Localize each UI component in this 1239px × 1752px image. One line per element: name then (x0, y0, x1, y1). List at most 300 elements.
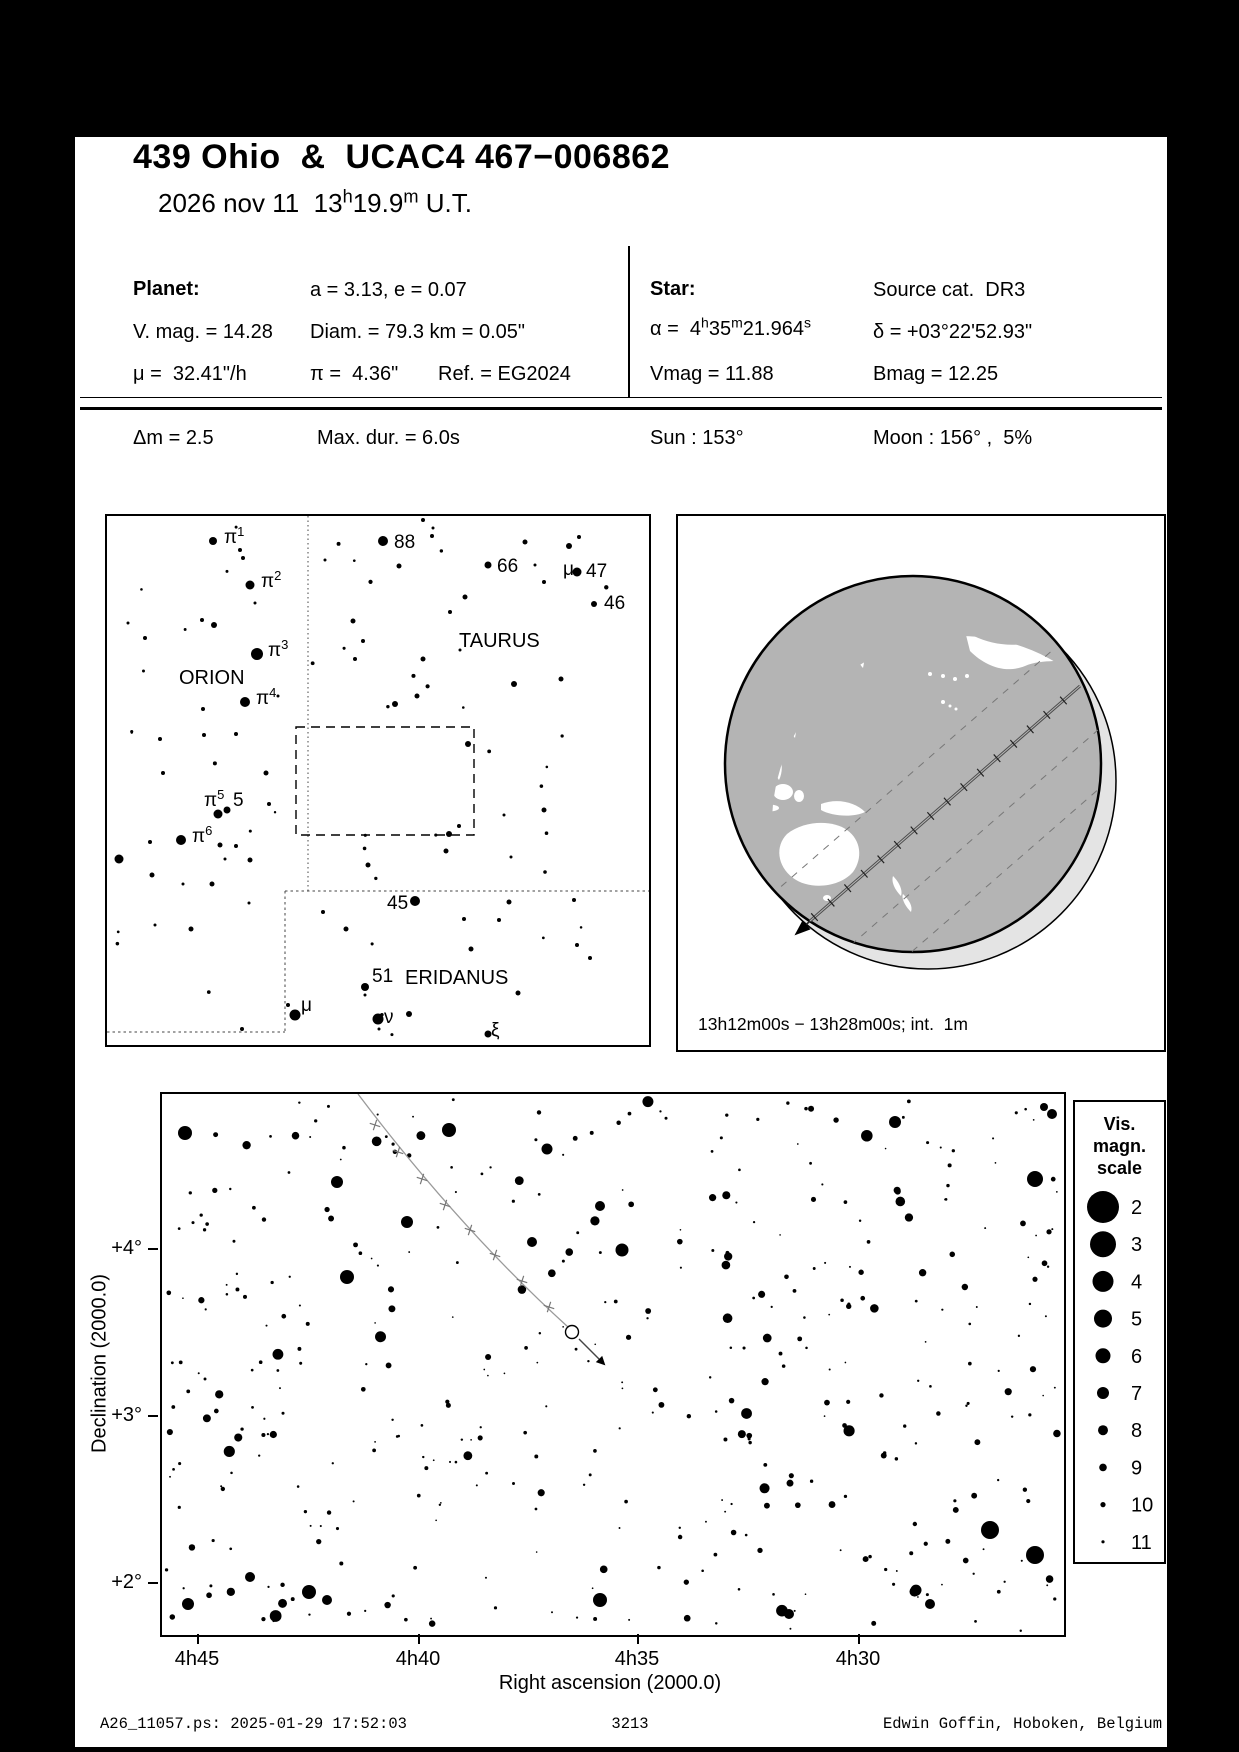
star-bmag: Bmag = 12.25 (873, 363, 999, 385)
planet-diameter: Diam. = 79.3 km = 0.05" (310, 321, 525, 343)
field-star-dot (926, 1593, 929, 1596)
field-star-dot (678, 1535, 682, 1539)
field-star-dot (665, 1117, 668, 1120)
field-star-dot (593, 1449, 597, 1453)
field-star-dot (687, 1414, 691, 1418)
field-star-dot (263, 1418, 265, 1420)
field-star-dot (974, 1439, 980, 1445)
landmass-island (953, 677, 957, 681)
field-star-dot (538, 1193, 541, 1196)
field-star-dot (540, 784, 544, 788)
named-star-dot (290, 1010, 301, 1021)
field-star-dot (562, 1326, 564, 1328)
field-star-dot (353, 559, 356, 562)
field-star-dot (166, 1290, 171, 1295)
star-dot (154, 924, 157, 927)
field-star-dot (833, 1117, 838, 1122)
field-star-dot (191, 1221, 194, 1224)
field-star-dot (343, 647, 346, 650)
field-star-dot (593, 1617, 597, 1621)
field-star-dot (487, 749, 491, 753)
field-star-dot (214, 1409, 219, 1414)
landmass-island (941, 700, 945, 704)
field-star-dot (973, 1573, 975, 1575)
legend-mag-value: 3 (1131, 1234, 1143, 1257)
field-star-dot (628, 1112, 632, 1116)
field-star-dot (308, 1613, 310, 1615)
field-star-dot (215, 1390, 223, 1398)
field-star-dot (824, 1262, 826, 1264)
field-star-dot (327, 1510, 331, 1514)
field-star-dot (374, 1322, 376, 1324)
field-star-dot (902, 1116, 905, 1119)
field-star-dot (715, 1410, 718, 1413)
field-star-dot (929, 1385, 932, 1388)
field-star-dot (561, 734, 564, 737)
star-dot (446, 831, 452, 837)
footer-page-number: 3213 (611, 1715, 649, 1733)
field-star-dot (730, 1346, 733, 1349)
bright-star-dot (1026, 1546, 1044, 1564)
star-dot (321, 910, 325, 914)
field-star-dot (720, 1136, 723, 1139)
field-star-dot (1028, 1413, 1031, 1416)
field-star-dot (845, 1362, 847, 1364)
field-star-dot (342, 1146, 346, 1150)
field-star-dot (372, 1136, 382, 1146)
bright-star-dot (981, 1521, 999, 1539)
field-star-dot (573, 1136, 578, 1141)
field-star-dot (576, 1616, 578, 1618)
field-star-dot (945, 1539, 950, 1544)
legend-title: scale (1096, 1158, 1143, 1178)
field-star-dot (229, 1188, 231, 1190)
field-star-dot (894, 1187, 901, 1194)
star-dot (432, 527, 435, 530)
field-star-dot (324, 1207, 329, 1212)
star-label: μ (301, 995, 312, 1016)
field-star-dot (270, 1431, 277, 1438)
field-star-dot (846, 1304, 851, 1309)
globe-caption: 13h12m00s − 13h28m00s; int. 1m (698, 1014, 968, 1034)
field-star-dot (298, 1101, 300, 1103)
star-dot (218, 843, 223, 848)
field-star-dot (353, 1500, 355, 1502)
field-star-dot (359, 1251, 363, 1255)
field-star-dot (291, 1597, 295, 1601)
landmass-island (941, 674, 945, 678)
planet-mu: μ = 32.41"/h (133, 363, 247, 385)
field-star-dot (179, 1361, 183, 1365)
field-star-dot (309, 1136, 311, 1138)
named-star-dot (209, 537, 217, 545)
field-star-dot (729, 1398, 735, 1404)
field-star-dot (828, 1314, 830, 1316)
field-star-dot (810, 1480, 813, 1483)
field-star-dot (863, 1556, 869, 1562)
field-star-dot (310, 1525, 312, 1527)
star-dot (542, 808, 547, 813)
bright-star-dot (178, 1126, 192, 1140)
field-star-dot (455, 1191, 457, 1193)
star-label: ν (384, 1007, 394, 1028)
star-dot (361, 639, 365, 643)
constellation-chart-canvas (107, 516, 649, 1045)
field-star-dot (752, 1297, 755, 1300)
star-dot (392, 701, 398, 707)
star-dot (158, 737, 162, 741)
field-star-dot (304, 1510, 307, 1513)
field-star-dot (829, 1501, 836, 1508)
field-star-dot (684, 1580, 689, 1585)
field-star-dot (396, 1435, 399, 1438)
field-star-dot (701, 1569, 704, 1572)
field-star-dot (390, 1033, 393, 1036)
field-star-dot (995, 1162, 997, 1164)
field-star-dot (200, 1213, 203, 1216)
occultation-star-circle (566, 1326, 579, 1339)
field-star-dot (565, 1248, 573, 1256)
star-dot (210, 882, 215, 887)
field-star-dot (764, 1503, 770, 1509)
star-ra: α = 4$^h$35$^m$21.964$^s$ (650, 314, 811, 340)
star-dot (201, 707, 205, 711)
field-star-dot (374, 877, 377, 880)
field-star-dot (551, 1611, 553, 1613)
legend-title: magn. (1092, 1136, 1147, 1156)
field-star-dot (974, 1620, 977, 1623)
field-star-dot (870, 1304, 879, 1313)
field-star-dot (936, 1411, 940, 1415)
star-dec: δ = +03°22'52.93" (873, 321, 1033, 343)
field-star-dot (846, 1400, 850, 1404)
field-star-dot (270, 1281, 273, 1284)
field-star-dot (512, 1200, 515, 1203)
field-star-dot (221, 1487, 225, 1491)
field-star-dot (434, 833, 437, 836)
legend-mag-value: 8 (1131, 1420, 1143, 1443)
field-star-dot (299, 1362, 302, 1365)
field-star-dot (1056, 1191, 1058, 1193)
star-label: 46 (604, 593, 626, 614)
bright-star-dot (527, 1237, 537, 1247)
planet-orbit: a = 3.13, e = 0.07 (310, 279, 467, 301)
field-star-dot (183, 1587, 185, 1589)
field-star-dot (485, 1354, 491, 1360)
field-star-dot (537, 1110, 541, 1114)
field-star-dot (483, 1369, 485, 1371)
star-dot (224, 858, 227, 861)
star-label: 47 (586, 561, 608, 582)
field-star-dot (1024, 1108, 1027, 1111)
planet-heading: Planet: (133, 278, 200, 300)
field-star-dot (782, 1364, 786, 1368)
legend-mag-value: 5 (1131, 1308, 1143, 1331)
field-star-dot (252, 1206, 256, 1210)
field-star-dot (404, 1618, 408, 1622)
field-star-dot (913, 1522, 917, 1526)
field-star-dot (433, 1459, 435, 1461)
legend-mag-dot (1101, 1540, 1104, 1543)
field-star-dot (452, 1098, 455, 1101)
field-star-dot (178, 1462, 181, 1465)
star-label: 66 (497, 556, 519, 577)
field-star-dot (789, 1628, 791, 1630)
bright-star-dot (1027, 1171, 1043, 1187)
field-star-dot (809, 1162, 812, 1165)
field-star-dot (746, 1433, 752, 1439)
field-star-dot (730, 1503, 732, 1505)
bright-star-dot (182, 1598, 194, 1610)
field-star-dot (184, 628, 187, 631)
field-star-dot (646, 1317, 648, 1319)
star-dot (444, 849, 449, 854)
star-dot (510, 856, 513, 859)
field-star-dot (787, 1480, 794, 1487)
field-star-dot (213, 761, 217, 765)
star-dot (469, 947, 474, 952)
field-star-dot (949, 1252, 955, 1258)
star-dot (267, 802, 271, 806)
field-star-dot (262, 1217, 266, 1221)
field-star-dot (386, 705, 389, 708)
constellation-name: TAURUS (459, 630, 540, 652)
field-star-dot (311, 661, 315, 665)
field-star-dot (849, 1266, 851, 1268)
field-star-dot (140, 588, 143, 591)
field-star-dot (725, 1113, 728, 1116)
bright-star-dot (302, 1585, 316, 1599)
field-star-dot (487, 1375, 489, 1377)
field-star-dot (881, 1453, 887, 1459)
page-title: 439 Ohio & UCAC4 467−006862 (133, 138, 671, 176)
field-star-dot (926, 1141, 929, 1144)
field-star-dot (758, 1291, 765, 1298)
named-star-dot (410, 896, 420, 906)
dec-tick-label: +3° (111, 1404, 142, 1426)
field-star-dot (756, 1118, 759, 1121)
star-vmag: Vmag = 11.88 (650, 363, 774, 385)
field-star-dot (408, 1251, 410, 1253)
field-star-dot (189, 1544, 195, 1550)
bright-star-dot (889, 1116, 901, 1128)
field-star-dot (604, 1301, 606, 1303)
field-star-dot (829, 1368, 831, 1370)
field-star-dot (915, 1442, 917, 1444)
field-star-dot (784, 1274, 789, 1279)
field-star-dot (1054, 1387, 1056, 1389)
field-star-dot (172, 1468, 175, 1471)
star-dot (324, 559, 327, 562)
field-star-dot (226, 570, 229, 573)
globe-panel (676, 514, 1166, 1052)
field-star-dot (480, 1426, 482, 1428)
field-star-dot (771, 1306, 773, 1308)
field-star-dot (422, 1456, 424, 1458)
field-star-dot (590, 1131, 594, 1135)
star-dot (523, 540, 528, 545)
star-label: $\pi^2$ (261, 568, 282, 592)
legend-mag-dot (1087, 1191, 1119, 1223)
star-label: $\pi^4$ (256, 685, 277, 709)
field-star-dot (1033, 1119, 1035, 1121)
landmass (779, 823, 859, 886)
field-star-dot (449, 1461, 451, 1463)
field-star-dot (261, 1433, 265, 1437)
field-star-dot (968, 1362, 972, 1366)
field-star-dot (1027, 1256, 1029, 1258)
field-star-dot (711, 1249, 714, 1252)
field-star-dot (539, 1332, 541, 1334)
field-star-dot (1045, 1315, 1047, 1317)
field-star-dot (270, 1610, 282, 1622)
field-star-dot (576, 1231, 579, 1234)
field-star-dot (374, 1441, 376, 1443)
field-star-dot (1046, 1575, 1054, 1583)
field-star-dot (963, 1558, 969, 1564)
star-dot (430, 534, 434, 538)
star-dot (516, 991, 521, 996)
field-star-dot (917, 1596, 919, 1598)
field-star-dot (299, 1304, 301, 1306)
star-label: 51 (372, 966, 394, 987)
field-star-dot (297, 1485, 300, 1488)
field-star-dot (363, 847, 367, 851)
field-star-dot (267, 1433, 269, 1435)
bright-star-dot (442, 1123, 456, 1137)
field-star-dot (795, 1502, 801, 1508)
field-star-dot (377, 1113, 379, 1115)
field-star-dot (738, 1169, 741, 1172)
field-star-dot (808, 1106, 814, 1112)
field-star-dot (616, 1121, 620, 1125)
field-star-dot (276, 1369, 279, 1372)
field-star-dot (821, 1183, 823, 1185)
field-star-dot (388, 1305, 395, 1312)
star-label: $\pi^5$ (204, 787, 225, 811)
field-star-dot (793, 1289, 797, 1293)
ra-tick-label: 4h30 (835, 1648, 881, 1670)
field-star-dot (1042, 1260, 1048, 1266)
field-star-dot (220, 1485, 222, 1487)
star-label: $\pi^6$ (192, 823, 213, 847)
field-star-dot (653, 1387, 658, 1392)
legend-mag-value: 10 (1131, 1494, 1154, 1517)
field-star-dot (171, 1405, 175, 1409)
field-star-dot (562, 1154, 564, 1156)
path-time-tick (438, 1198, 452, 1212)
field-star-dot (504, 1373, 506, 1375)
field-star-dot (392, 1594, 395, 1597)
field-star-dot (976, 1306, 978, 1308)
field-star-dot (722, 1261, 731, 1270)
field-star-dot (583, 1484, 585, 1486)
legend-mag-dot (1090, 1231, 1116, 1257)
star-dot (465, 741, 471, 747)
field-star-dot (258, 1454, 260, 1456)
field-star-dot (680, 1267, 682, 1269)
star-dot (542, 580, 546, 584)
field-star-dot (983, 1548, 985, 1550)
field-star-dot (811, 1197, 816, 1202)
field-star-dot (1051, 1228, 1053, 1230)
field-star-dot (1005, 1388, 1012, 1395)
dec-tick-label: +2° (111, 1571, 142, 1593)
star-label: $\pi^1$ (224, 524, 245, 548)
star-dot (397, 564, 402, 569)
landmass-island (794, 790, 804, 802)
field-star-dot (240, 1427, 243, 1430)
bright-star-dot (784, 1609, 794, 1619)
sun-elongation: Sun : 153° (650, 427, 744, 449)
field-star-dot (243, 1295, 247, 1299)
field-star-dot (1042, 1395, 1044, 1397)
star-dot (559, 677, 564, 682)
field-star-dot (868, 1555, 871, 1558)
field-star-dot (772, 1593, 775, 1596)
field-star-dot (948, 1163, 952, 1167)
field-star-dot (142, 670, 145, 673)
field-star-dot (592, 1587, 594, 1589)
bright-star-dot (401, 1216, 413, 1228)
star-dot (421, 518, 425, 522)
field-star-dot (628, 1619, 630, 1621)
field-star-dot (227, 1588, 235, 1596)
field-star-dot (224, 1446, 235, 1457)
field-star-dot (412, 1116, 414, 1118)
field-star-dot (745, 1534, 748, 1537)
field-star-dot (1046, 1229, 1051, 1234)
heavy-rule (80, 407, 1162, 410)
field-star-dot (915, 1300, 918, 1303)
field-star-dot (910, 1585, 921, 1596)
legend-mag-dot (1100, 1502, 1105, 1507)
field-star-dot (391, 1419, 393, 1421)
field-star-dot (992, 1137, 994, 1139)
field-star-dot (545, 831, 549, 835)
legend-mag-dot (1097, 1387, 1109, 1399)
field-star-dot (763, 1334, 772, 1343)
field-star-dot (546, 766, 549, 769)
field-star-dot (753, 1221, 755, 1223)
star-dot (150, 873, 155, 878)
field-star-dot (1051, 1177, 1056, 1182)
bright-star-dot (340, 1270, 354, 1284)
field-star-dot (714, 1553, 718, 1557)
ra-axis-label: Right ascension (2000.0) (498, 1672, 722, 1694)
field-star-dot (372, 1449, 376, 1453)
field-star-dot (940, 1146, 942, 1148)
field-star-dot (178, 1506, 181, 1509)
field-star-dot (178, 1227, 181, 1230)
field-star-dot (212, 1539, 215, 1542)
field-star-dot (1018, 1335, 1020, 1337)
bright-star-dot (593, 1593, 607, 1607)
field-star-dot (925, 1341, 927, 1343)
field-star-dot (485, 1577, 487, 1579)
field-star-dot (590, 1216, 599, 1225)
field-star-dot (723, 1313, 733, 1323)
star-label: 5 (233, 790, 244, 811)
field-star-dot (805, 1347, 808, 1350)
field-star-dot (721, 1499, 723, 1501)
thin-rule (80, 397, 1162, 398)
field-star-dot (604, 585, 608, 589)
field-star-dot (741, 1408, 752, 1419)
bright-star-dot (245, 1572, 255, 1582)
field-star-dot (440, 1502, 442, 1504)
named-star-dot (224, 807, 231, 814)
